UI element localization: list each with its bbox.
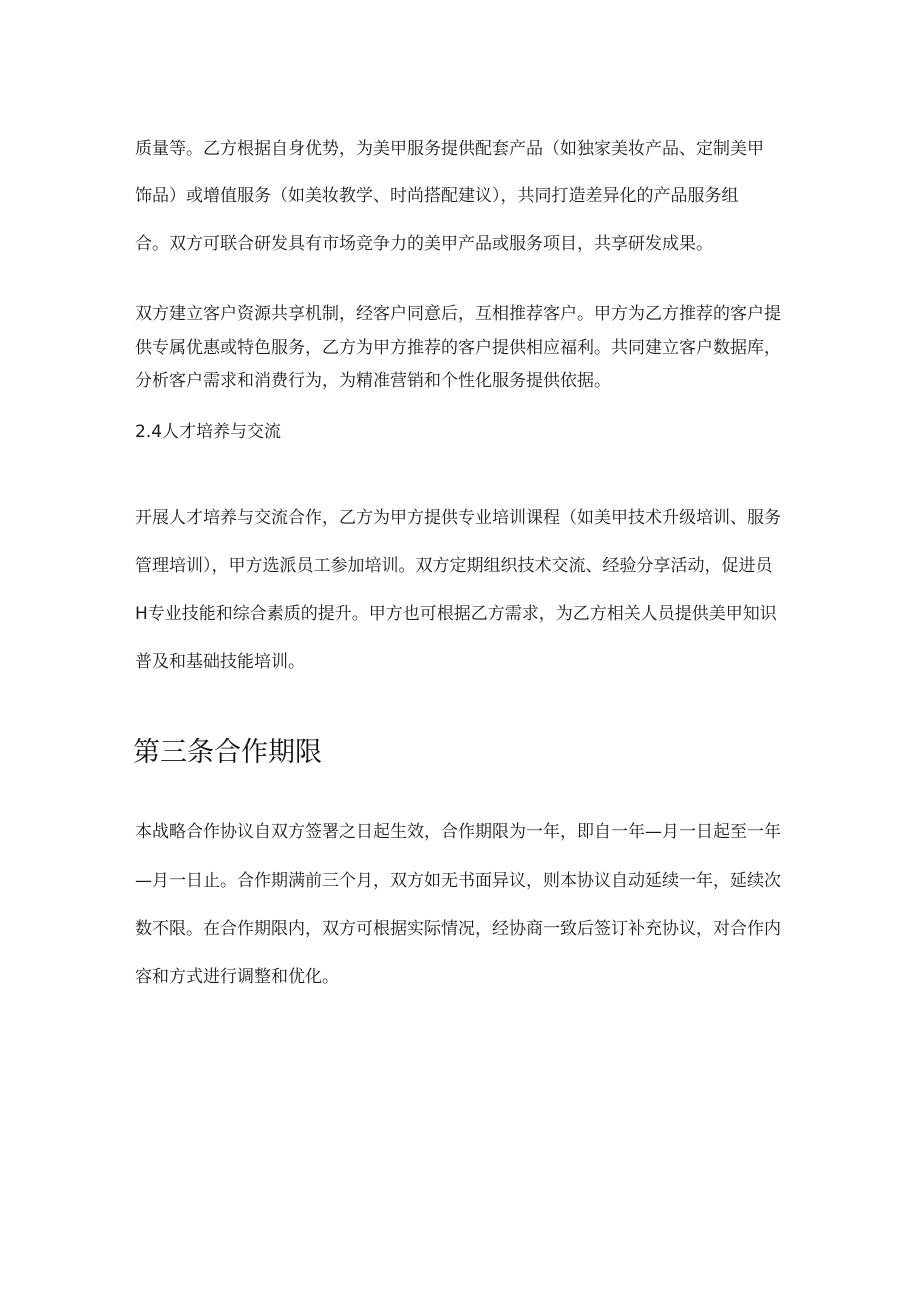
- text-line: 质量等。乙方根据自身优势，为美甲服务提供配套产品（如独家美妆产品、定制美甲: [135, 139, 764, 159]
- article-heading-3: 第三条合作期限: [133, 737, 322, 768]
- text-line: 本战略合作协议自双方签署之日起生效，合作期限为一年，即自一年—月一日起至一年: [135, 822, 781, 842]
- text-line: 普及和基础技能培训。: [135, 652, 305, 672]
- text-line: 开展人才培养与交流合作，乙方为甲方提供专业培训课程（如美甲技术升级培训、服务: [135, 508, 781, 528]
- text-line: 数不限。在合作期限内，双方可根据实际情况，经协商一致后签订补充协议，对合作内: [135, 919, 781, 939]
- text-line: 管理培训），甲方选派员工参加培训。双方定期组织技术交流、经验分享活动，促进员: [135, 556, 773, 576]
- text-line: 合。双方可联合研发具有市场竞争力的美甲产品或服务项目，共享研发成果。: [135, 234, 713, 254]
- text-line: H专业技能和综合素质的提升。甲方也可根据乙方需求，为乙方相关人员提供美甲知识: [135, 604, 777, 624]
- text-line: —月一日止。合作期满前三个月，双方如无书面异议，则本协议自动延续一年，延续次: [135, 871, 781, 891]
- text-line: 分析客户需求和消费行为，为精准营销和个性化服务提供依据。: [135, 371, 611, 391]
- text-line: 双方建立客户资源共享机制，经客户同意后，互相推荐客户。甲方为乙方推荐的客户提: [135, 304, 781, 324]
- text-line: 容和方式进行调整和优化。: [135, 967, 339, 987]
- text-line: 饰品）或增值服务（如美妆教学、时尚搭配建议），共同打造差异化的产品服务组: [135, 186, 739, 206]
- section-heading-2-4: 2.4人才培养与交流: [135, 422, 282, 442]
- text-line: 供专属优惠或特色服务，乙方为甲方推荐的客户提供相应福利。共同建立客户数据库，: [135, 338, 781, 358]
